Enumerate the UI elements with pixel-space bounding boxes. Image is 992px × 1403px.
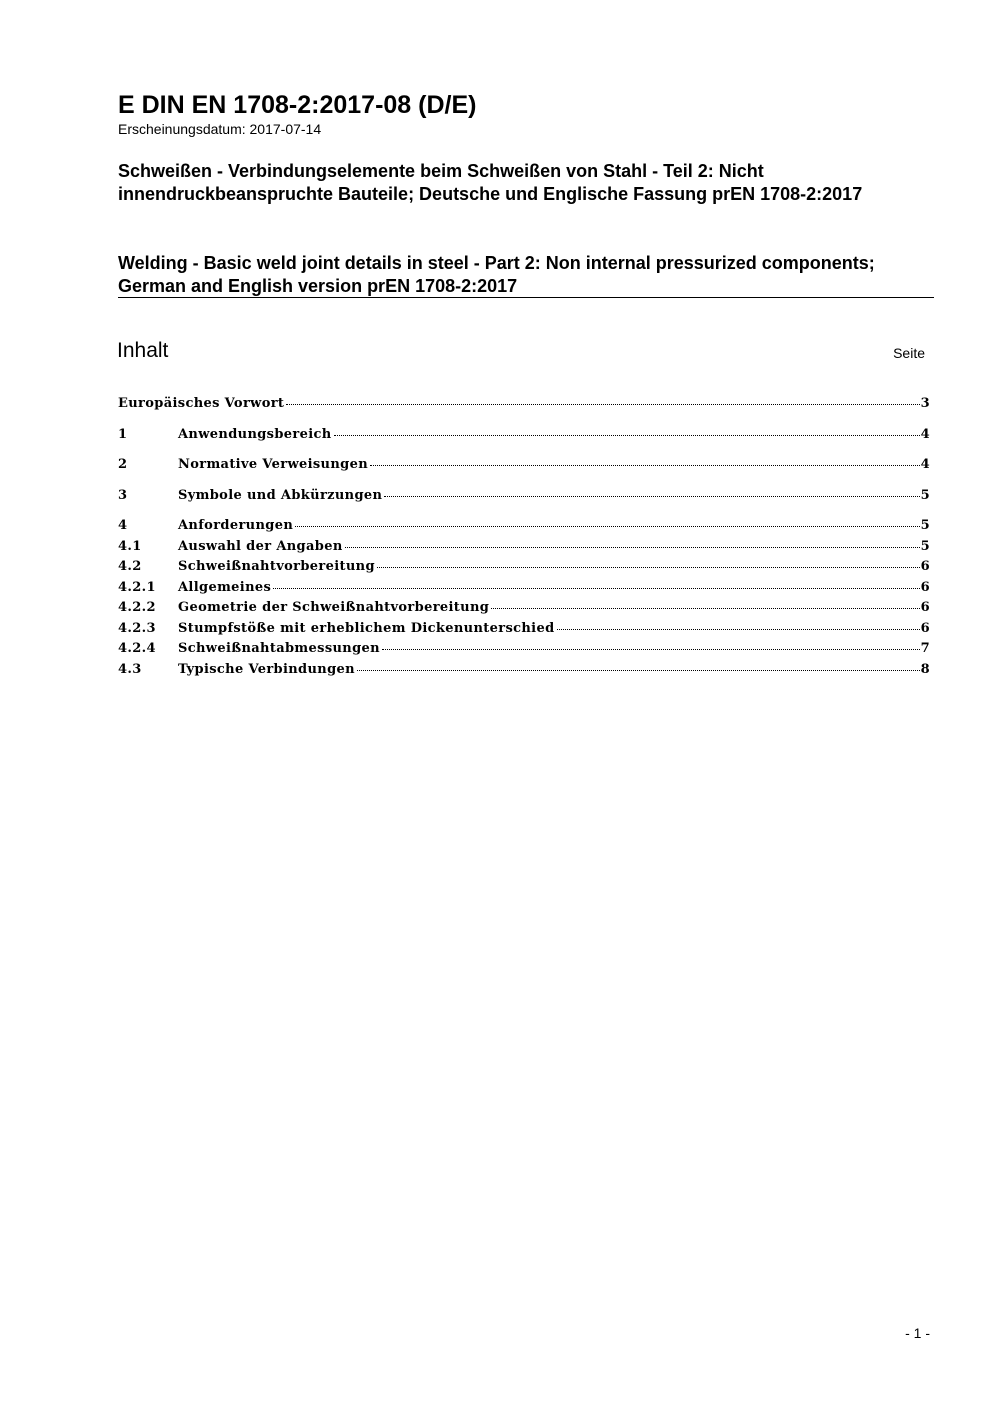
toc-entry-number: 2 (118, 457, 128, 472)
toc-entry-title: Allgemeines (178, 579, 272, 595)
toc-leader-dots (345, 546, 920, 548)
toc-entry-number: 4.3 (118, 661, 142, 677)
toc-entry-4-3[interactable] (118, 660, 930, 681)
toc-entry-title: Anforderungen (178, 518, 294, 533)
toc-entry-number: 4.2.4 (118, 641, 156, 656)
toc-leader-dots (357, 669, 920, 671)
toc-entry-title: Stumpfstöße mit erheblichem Dickenunterschied (178, 620, 555, 636)
toc-entry-number: 4.1 (118, 538, 142, 554)
toc-entry-number: 4 (118, 518, 128, 533)
toc-entry-title: Geometrie der Schweißnahtvorbereitung (178, 600, 490, 615)
toc-entry-4-2-4[interactable] (118, 639, 930, 660)
toc-entry-4-2-3[interactable] (118, 619, 930, 640)
toc-entry-vorwort[interactable] (118, 394, 930, 415)
toc-entry-title: Symbole und Abkürzungen (178, 487, 383, 503)
toc-entry-page: 5 (920, 487, 930, 503)
toc-entry-page: 6 (920, 559, 930, 574)
toc-entry-page: 5 (920, 538, 930, 554)
toc-leader-dots (382, 648, 920, 650)
toc-entry-title: Auswahl der Angaben (178, 538, 343, 554)
title-divider (118, 297, 934, 298)
toc-entry-4-2-2[interactable] (118, 598, 930, 619)
toc-entry-4-2[interactable] (118, 557, 930, 578)
toc-page-column-label: Seite (893, 345, 925, 361)
document-title: E DIN EN 1708-2:2017-08 (D/E) (118, 91, 477, 119)
toc-entry-title: Anwendungsbereich (178, 426, 332, 442)
toc-entry-page: 4 (920, 457, 930, 472)
toc-entry-number: 4.2.3 (118, 620, 156, 636)
title-english: Welding - Basic weld joint details in steel - Part 2: Non internal pressurized components; German and English version prEN 1708-2:2017 (118, 253, 875, 296)
toc-entry-4-2-1[interactable] (118, 578, 930, 599)
toc-entry-number: 3 (118, 487, 128, 503)
toc-leader-dots (295, 525, 919, 527)
toc-entry-page: 6 (920, 579, 930, 595)
toc-entry-title: Europäisches Vorwort (118, 396, 285, 411)
toc-entry-3[interactable] (118, 486, 930, 507)
toc-leader-dots (273, 587, 919, 589)
toc-entry-title: Schweißnahtvorbereitung (178, 559, 375, 574)
toc-entry-page: 5 (920, 518, 930, 533)
toc-entry-page: 7 (920, 641, 930, 656)
toc-entry-title: Typische Verbindungen (178, 661, 355, 677)
toc-entry-title: Schweißnahtabmessungen (178, 641, 380, 656)
table-of-contents (118, 394, 930, 680)
toc-leader-dots (334, 434, 920, 436)
toc-entry-page: 8 (920, 661, 930, 677)
toc-entry-title: Normative Verweisungen (178, 457, 369, 472)
toc-leader-dots (370, 464, 920, 466)
toc-entry-page: 6 (920, 600, 930, 615)
toc-entry-page: 3 (920, 396, 930, 411)
toc-leader-dots (557, 628, 920, 630)
toc-entry-4[interactable] (118, 516, 930, 537)
publication-date: Erscheinungsdatum: 2017-07-14 (118, 121, 322, 137)
toc-entry-number: 4.2.2 (118, 600, 156, 615)
toc-entry-page: 6 (920, 620, 930, 636)
toc-leader-dots (384, 495, 919, 497)
toc-entry-number: 1 (118, 426, 128, 442)
toc-leader-dots (377, 566, 920, 568)
title-german: Schweißen - Verbindungselemente beim Schweißen von Stahl - Teil 2: Nicht innendruckbeanspruchte Bauteile; Deutsche und Englische Fassung prEN 1708-2:2017 (118, 161, 863, 204)
toc-entry-number: 4.2.1 (118, 579, 156, 595)
toc-entry-page: 4 (920, 426, 930, 442)
toc-entry-2[interactable] (118, 455, 930, 476)
toc-entry-1[interactable] (118, 425, 930, 446)
page-number: - 1 - (905, 1325, 930, 1341)
toc-heading: Inhalt (117, 339, 169, 362)
toc-leader-dots (286, 403, 919, 405)
toc-leader-dots (491, 607, 919, 609)
toc-entry-4-1[interactable] (118, 537, 930, 558)
toc-entry-number: 4.2 (118, 559, 142, 574)
